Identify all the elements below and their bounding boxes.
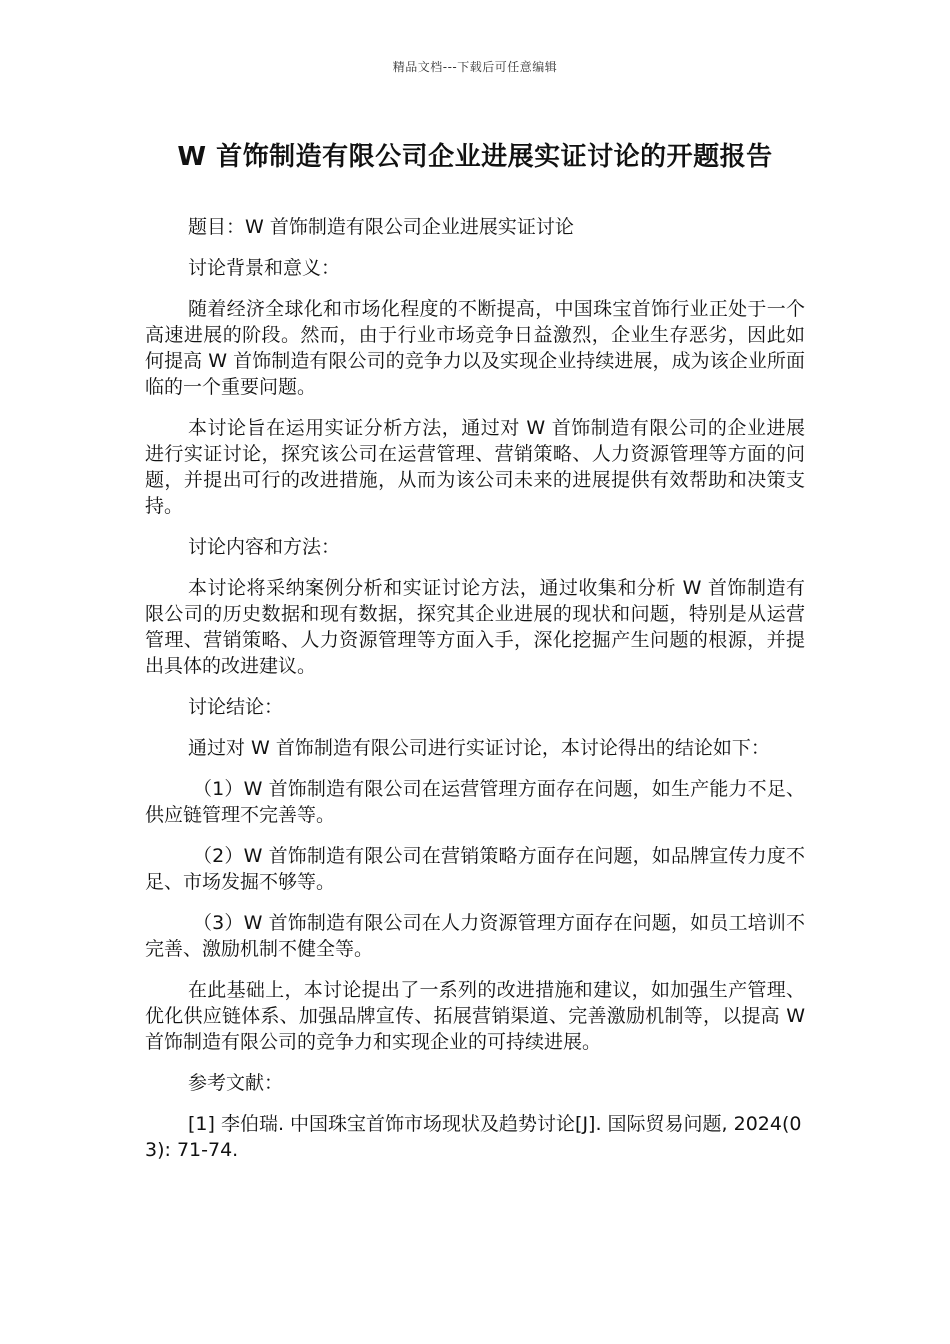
reference-item: [1] 李伯瑞. 中国珠宝首饰市场现状及趋势讨论[J]. 国际贸易问题, 2024(03): 71-74.	[145, 1113, 802, 1161]
conclusion-heading: 讨论结论：	[188, 696, 284, 718]
method-paragraph-1: 本讨论将采纳案例分析和实证讨论方法，通过收集和分析 W 首饰制造有限公司的历史数据和现有数据，探究其企业进展的现状和问题，特别是从运营管理、营销策略、人力资源管理等方面入手，深化挖掘产生问题的根源，并提出具体的改进建议。	[145, 577, 805, 677]
document-body	[145, 214, 805, 1163]
conclusion-item: （2）W 首饰制造有限公司在营销策略方面存在问题，如品牌宣传力度不足、市场发掘不够等。	[145, 845, 805, 893]
background-paragraph-2: 本讨论旨在运用实证分析方法，通过对 W 首饰制造有限公司的企业进展进行实证讨论，探究该公司在运营管理、营销策略、人力资源管理等方面的问题，并提出可行的改进措施，从而为该公司未来的进展提供有效帮助和决策支持。	[145, 417, 805, 517]
document-title: W 首饰制造有限公司企业进展实证讨论的开题报告	[177, 142, 773, 172]
conclusion-item: （1）W 首饰制造有限公司在运营管理方面存在问题，如生产能力不足、供应链管理不完善等。	[145, 778, 805, 826]
background-paragraph-1: 随着经济全球化和市场化程度的不断提高，中国珠宝首饰行业正处于一个高速进展的阶段。然而，由于行业市场竞争日益激烈，企业生存恶劣，因此如何提高 W 首饰制造有限公司的竞争力以及实现企业持续进展，成为该企业所面临的一个重要问题。	[145, 298, 805, 398]
conclusion-item: （3）W 首饰制造有限公司在人力资源管理方面存在问题，如员工培训不完善、激励机制不健全等。	[145, 912, 805, 960]
conclusion-intro: 通过对 W 首饰制造有限公司进行实证讨论，本讨论得出的结论如下：	[188, 737, 770, 759]
header-note: 精品文档---下载后可任意编辑	[392, 60, 558, 74]
method-heading: 讨论内容和方法：	[188, 536, 341, 558]
conclusion-paragraph-end: 在此基础上，本讨论提出了一系列的改进措施和建议，如加强生产管理、优化供应链体系、加强品牌宣传、拓展营销渠道、完善激励机制等，以提高 W 首饰制造有限公司的竞争力和实现企业的可持续进展。	[145, 979, 805, 1053]
topic-line: 题目：W 首饰制造有限公司企业进展实证讨论	[188, 216, 574, 238]
references-heading: 参考文献：	[188, 1072, 284, 1094]
background-heading: 讨论背景和意义：	[188, 257, 341, 279]
